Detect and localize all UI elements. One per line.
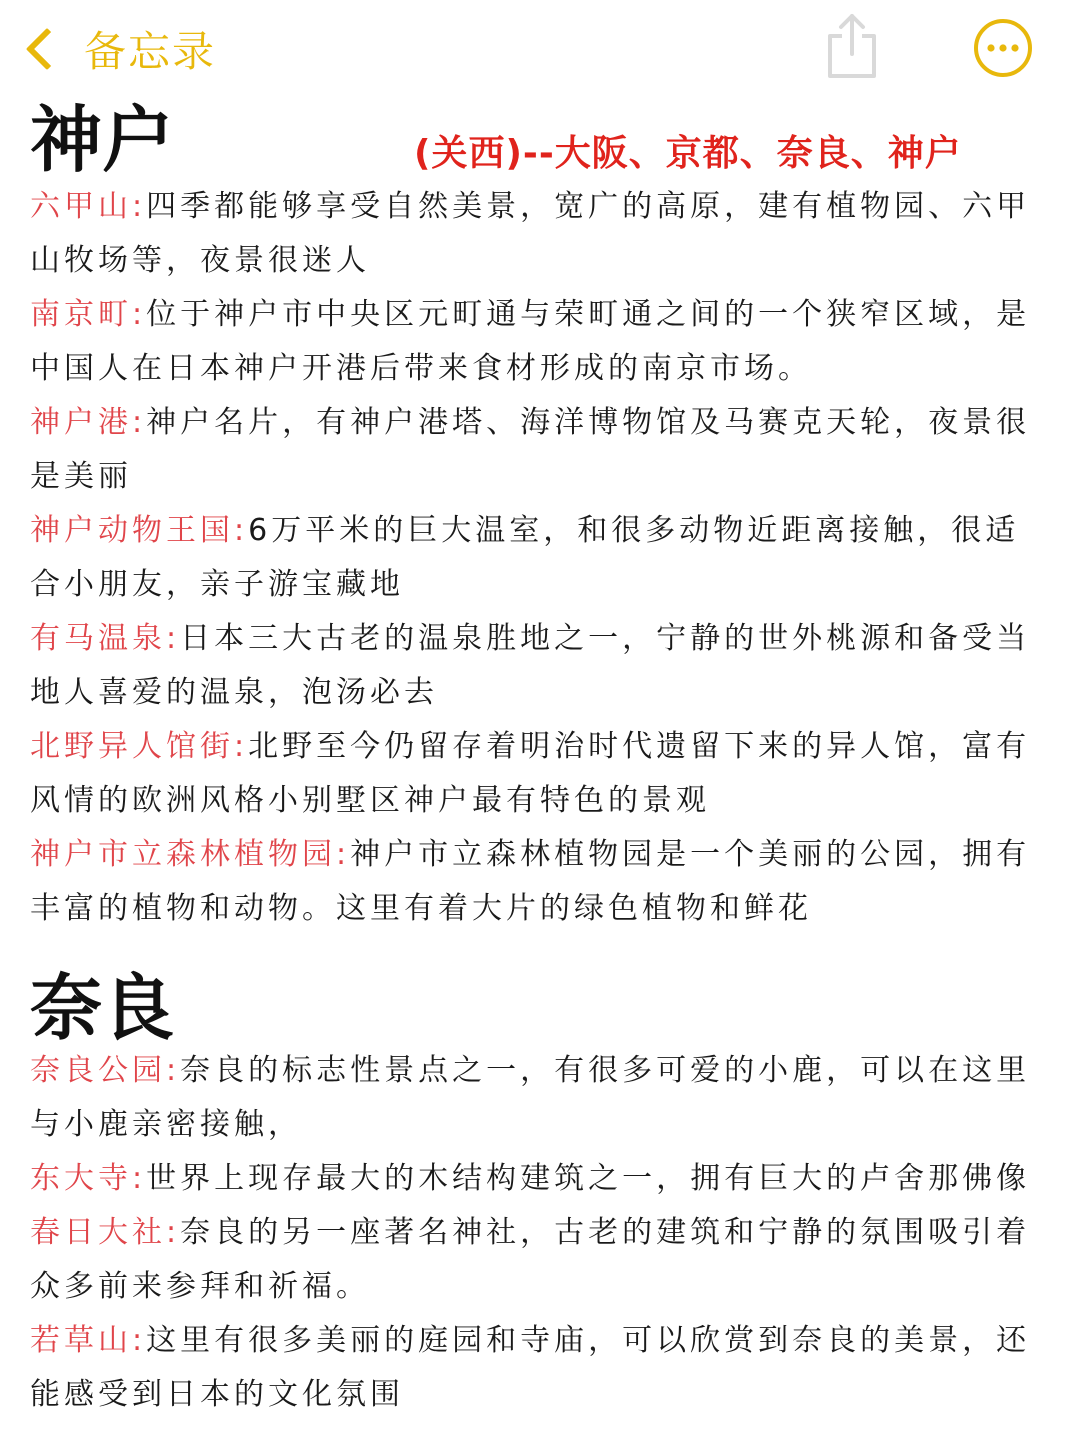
section-title-nara: 奈良: [30, 966, 175, 1050]
navigation-bar: [0, 0, 1080, 100]
list-item: [30, 504, 1050, 612]
region-note: (关西)--大阪、京都、奈良、神户: [414, 133, 962, 174]
more-icon[interactable]: [972, 17, 1034, 79]
section-title-kobe: 神户: [30, 98, 175, 182]
list-item: [30, 720, 1050, 828]
attraction-description: 这里有很多美丽的庭园和寺庙，可以欣赏到奈良的美景，还能感受到日本的文化氛围: [30, 1323, 1031, 1412]
list-item: [30, 396, 1050, 504]
attraction-name: 若草山:: [30, 1323, 147, 1358]
attraction-name: 东大寺:: [30, 1161, 147, 1196]
kobe-attractions-list: [30, 180, 1050, 936]
attraction-description: 6万平米的巨大温室，和很多动物近距离接触，很适合小朋友，亲子游宝藏地: [30, 513, 1020, 602]
attraction-name: 有马温泉:: [30, 621, 181, 656]
list-item: [30, 288, 1050, 396]
chevron-left-icon: [26, 28, 68, 70]
attraction-description: 位于神户市中央区元町通与荣町通之间的一个狭窄区域，是中国人在日本神户开港后带来食材形成的南京市场。: [30, 297, 1031, 386]
attraction-description: 世界上现存最大的木结构建筑之一，拥有巨大的卢舍那佛像: [146, 1161, 1031, 1196]
list-item: [30, 612, 1050, 720]
back-button[interactable]: [18, 14, 216, 84]
attraction-name: 六甲山:: [30, 189, 147, 224]
list-item: [30, 1314, 1050, 1422]
attraction-name: 神户市立森林植物园:: [30, 837, 351, 872]
back-label: 备忘录: [84, 27, 217, 76]
list-item: [30, 180, 1050, 288]
attraction-name: 南京町:: [30, 297, 147, 332]
attraction-name: 神户港:: [30, 405, 147, 440]
nara-attractions-list: [30, 1044, 1050, 1422]
list-item: [30, 1152, 1050, 1206]
attraction-name: 奈良公园:: [30, 1053, 181, 1088]
attraction-name: 春日大社:: [30, 1215, 181, 1250]
attraction-description: 奈良的标志性景点之一，有很多可爱的小鹿，可以在这里与小鹿亲密接触，: [30, 1053, 1031, 1142]
attraction-description: 四季都能够享受自然美景，宽广的高原，建有植物园、六甲山牧场等，夜景很迷人: [30, 189, 1031, 278]
attraction-description: 神户市立森林植物园是一个美丽的公园，拥有丰富的植物和动物。这里有着大片的绿色植物和鲜花: [30, 837, 1031, 926]
list-item: [30, 1206, 1050, 1314]
attraction-description: 北野至今仍留存着明治时代遗留下来的异人馆，富有风情的欧洲风格小别墅区神户最有特色的景观: [30, 729, 1031, 818]
list-item: [30, 828, 1050, 936]
attraction-description: 日本三大古老的温泉胜地之一，宁静的世外桃源和备受当地人喜爱的温泉，泡汤必去: [30, 621, 1031, 710]
list-item: [30, 1044, 1050, 1152]
attraction-description: 奈良的另一座著名神社，古老的建筑和宁静的氛围吸引着众多前来参拜和祈福。: [30, 1215, 1031, 1304]
share-icon[interactable]: [822, 10, 882, 82]
attraction-name: 北野异人馆街:: [30, 729, 249, 764]
attraction-description: 神户名片，有神户港塔、海洋博物馆及马赛克天轮，夜景很是美丽: [30, 405, 1031, 494]
attraction-name: 神户动物王国:: [30, 513, 249, 548]
